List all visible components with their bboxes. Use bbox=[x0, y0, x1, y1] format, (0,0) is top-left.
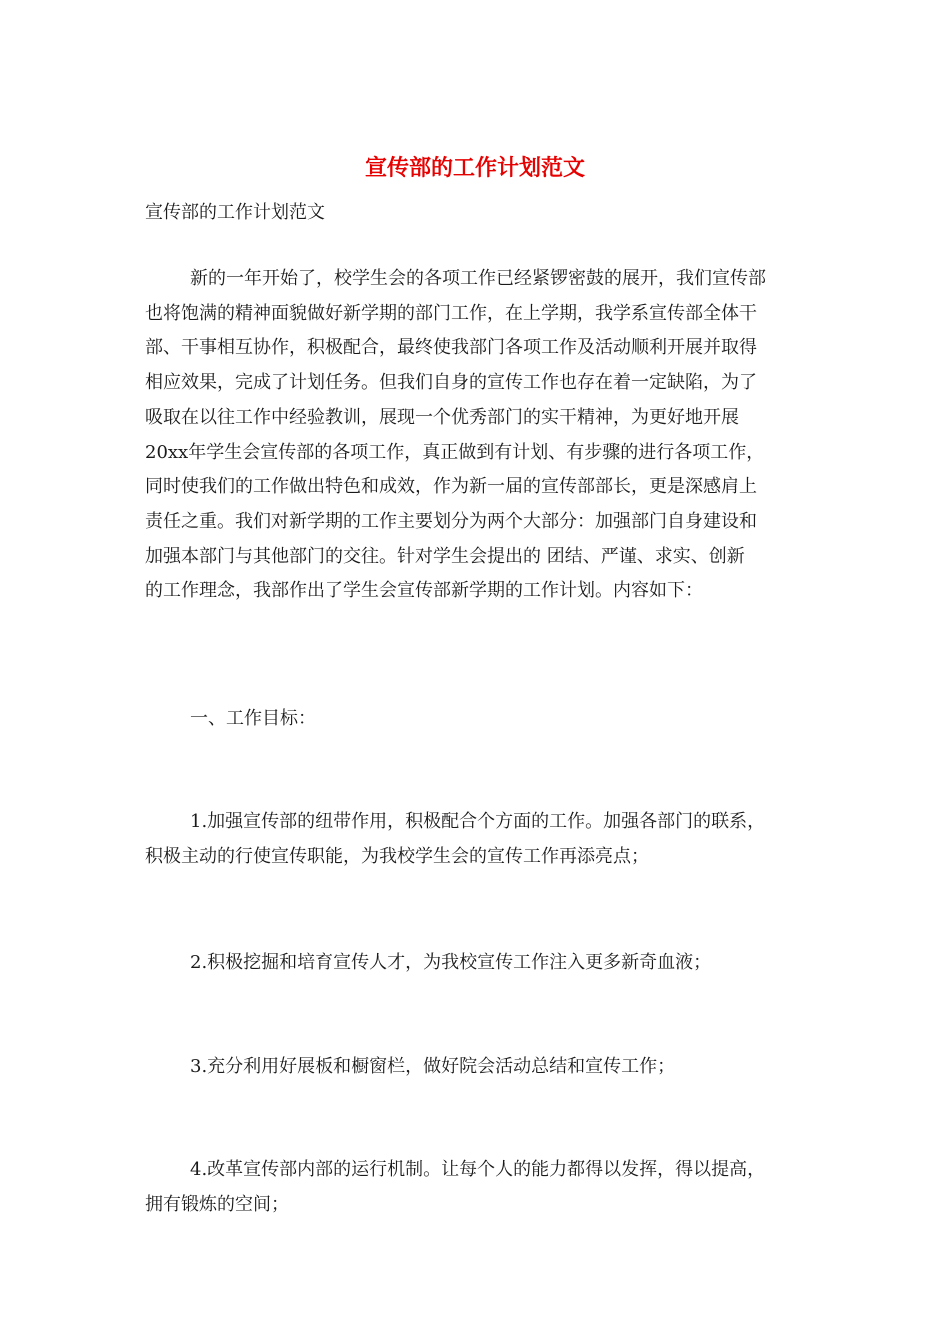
section-heading bbox=[145, 702, 810, 737]
intro-line: 的工作理念，我部作出了学生会宣传部新学期的工作计划。内容如下： bbox=[145, 580, 703, 602]
intro-line: 部、干事相互协作，积极配合，最终使我部门各项工作及活动顺利开展并取得 bbox=[145, 337, 757, 359]
goal-item-line: 2.积极挖掘和培育宣传人才，为我校宣传工作注入更多新奇血液； bbox=[190, 952, 712, 973]
goal-item-line: 拥有锻炼的空间； bbox=[145, 1193, 289, 1215]
intro-line: 新的一年开始了，校学生会的各项工作已经紧锣密鼓的展开，我们宣传部 bbox=[190, 268, 766, 289]
document-subtitle: 宣传部的工作计划范文 bbox=[145, 202, 325, 223]
intro-line: 吸取在以往工作中经验教训，展现一个优秀部门的实干精神，为更好地开展 bbox=[145, 406, 739, 428]
intro-line: 同时使我们的工作做出特色和成效，作为新一届的宣传部部长，更是深感肩上 bbox=[145, 476, 757, 498]
goal-item-4 bbox=[145, 1153, 810, 1222]
goal-item-line: 积极主动的行使宣传职能，为我校学生会的宣传工作再添亮点； bbox=[145, 845, 649, 867]
intro-line: 加强本部门与其他部门的交往。针对学生会提出的 团结、严谨、求实、创新 bbox=[145, 545, 745, 567]
intro-line: 责任之重。我们对新学期的工作主要划分为两个大部分：加强部门自身建设和 bbox=[145, 510, 757, 532]
intro-line: 20xx年学生会宣传部的各项工作，真正做到有计划、有步骤的进行各项工作， bbox=[145, 441, 765, 463]
goal-item-3 bbox=[145, 1050, 810, 1085]
intro-line: 相应效果，完成了计划任务。但我们自身的宣传工作也存在着一定缺陷，为了 bbox=[145, 372, 757, 394]
section-heading-text: 一、工作目标： bbox=[190, 708, 316, 729]
intro-paragraph bbox=[145, 262, 810, 609]
goal-item-2 bbox=[145, 946, 810, 981]
goal-item-line: 1.加强宣传部的纽带作用，积极配合个方面的工作。加强各部门的联系， bbox=[190, 811, 766, 832]
goal-item-line: 3.充分利用好展板和橱窗栏，做好院会活动总结和宣传工作； bbox=[190, 1056, 676, 1077]
goal-item-line: 4.改革宣传部内部的运行机制。让每个人的能力都得以发挥，得以提高， bbox=[190, 1159, 766, 1180]
goal-item-1 bbox=[145, 805, 810, 874]
document-title: 宣传部的工作计划范文 bbox=[364, 155, 585, 181]
intro-line: 也将饱满的精神面貌做好新学期的部门工作，在上学期，我学系宣传部全体干 bbox=[145, 302, 757, 324]
